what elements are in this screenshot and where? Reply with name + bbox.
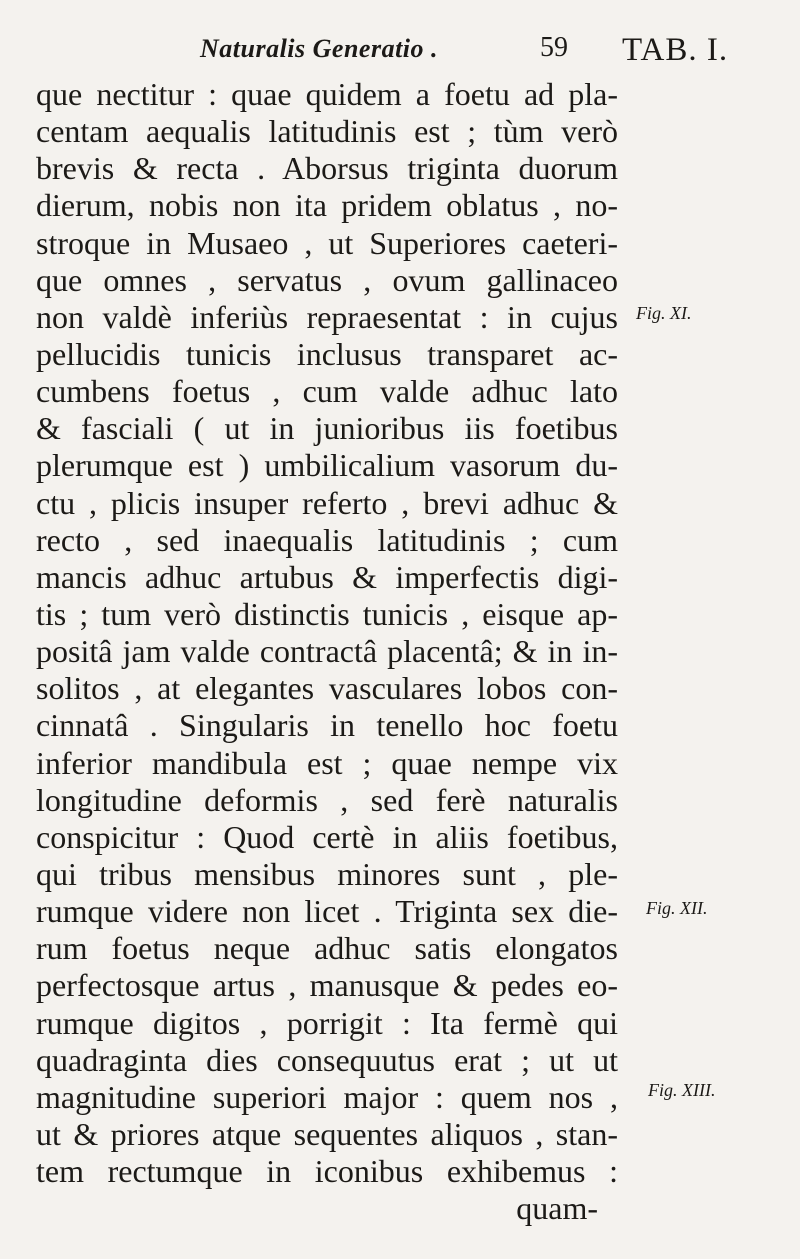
text-line: perfectosque artus , manusque & pedes eo-: [36, 967, 618, 1004]
catchword: quam-: [516, 1190, 598, 1227]
text-line: cumbens foetus , cum valde adhuc lato: [36, 373, 618, 410]
margin-note-fig-xi: Fig. XI.: [636, 303, 692, 323]
text-line: qui tribus mensibus minores sunt , ple-: [36, 855, 618, 892]
text-line: quadraginta dies consequutus erat ; ut ut: [36, 1041, 618, 1078]
text-line: cinnatâ . Singularis in tenello hoc foetu: [36, 707, 618, 744]
text-line: stroque in Musaeo , ut Superiores caeteri-: [36, 224, 618, 261]
text-line: centam aequalis latitudinis est ; tùm verò: [36, 113, 618, 150]
text-line: ctu , plicis insuper referto , brevi adhuc &: [36, 484, 618, 521]
text-line: rum foetus neque adhuc satis elongatos: [36, 930, 618, 967]
text-line: non valdè inferiùs repraesentat : in cujus: [36, 298, 618, 335]
text-line: tem rectumque in iconibus exhibemus :: [36, 1153, 618, 1190]
text-line: tis ; tum verò distinctis tunicis , eisque ap-: [36, 595, 618, 632]
page-header: [0, 32, 800, 72]
text-line: rumque videre non licet . Triginta sex die-: [36, 893, 618, 930]
text-line: plerumque est ) umbilicalium vasorum du-: [36, 447, 618, 484]
text-line: longitudine deformis , sed ferè naturalis: [36, 781, 618, 818]
text-line: ut & priores atque sequentes aliquos , stan-: [36, 1115, 618, 1152]
text-line: mancis adhuc artubus & imperfectis digi-: [36, 558, 618, 595]
text-line: que nectitur : quae quidem a foetu ad pla-: [36, 76, 618, 112]
margin-note-fig-xii: Fig. XII.: [646, 898, 708, 918]
text-line: conspicitur : Quod certè in aliis foetibus,: [36, 818, 618, 855]
text-line: brevis & recta . Aborsus triginta duorum: [36, 150, 618, 187]
text-line: pellucidis tunicis inclusus transparet ac-: [36, 335, 618, 372]
running-title: Naturalis Generatio .: [200, 34, 439, 63]
text-line: positâ jam valde contractâ placentâ; & in in-: [36, 633, 618, 670]
text-line: inferior mandibula est ; quae nempe vix: [36, 744, 618, 781]
body-text: [36, 76, 618, 1227]
text-line: rumque digitos , porrigit : Ita fermè qui: [36, 1004, 618, 1041]
page-number: 59: [540, 32, 568, 63]
text-line: dierum, nobis non ita pridem oblatus , no-: [36, 187, 618, 224]
text-line: que omnes , servatus , ovum gallinaceo: [36, 261, 618, 298]
text-line: solitos , at elegantes vasculares lobos con-: [36, 670, 618, 707]
margin-note-fig-xiii: Fig. XIII.: [648, 1080, 716, 1100]
text-line: & fasciali ( ut in junioribus iis foetibus: [36, 410, 618, 447]
plate-label: TAB. I.: [622, 32, 729, 68]
text-line: magnitudine superiori major : quem nos ,: [36, 1078, 618, 1115]
text-line: recto , sed inaequalis latitudinis ; cum: [36, 521, 618, 558]
